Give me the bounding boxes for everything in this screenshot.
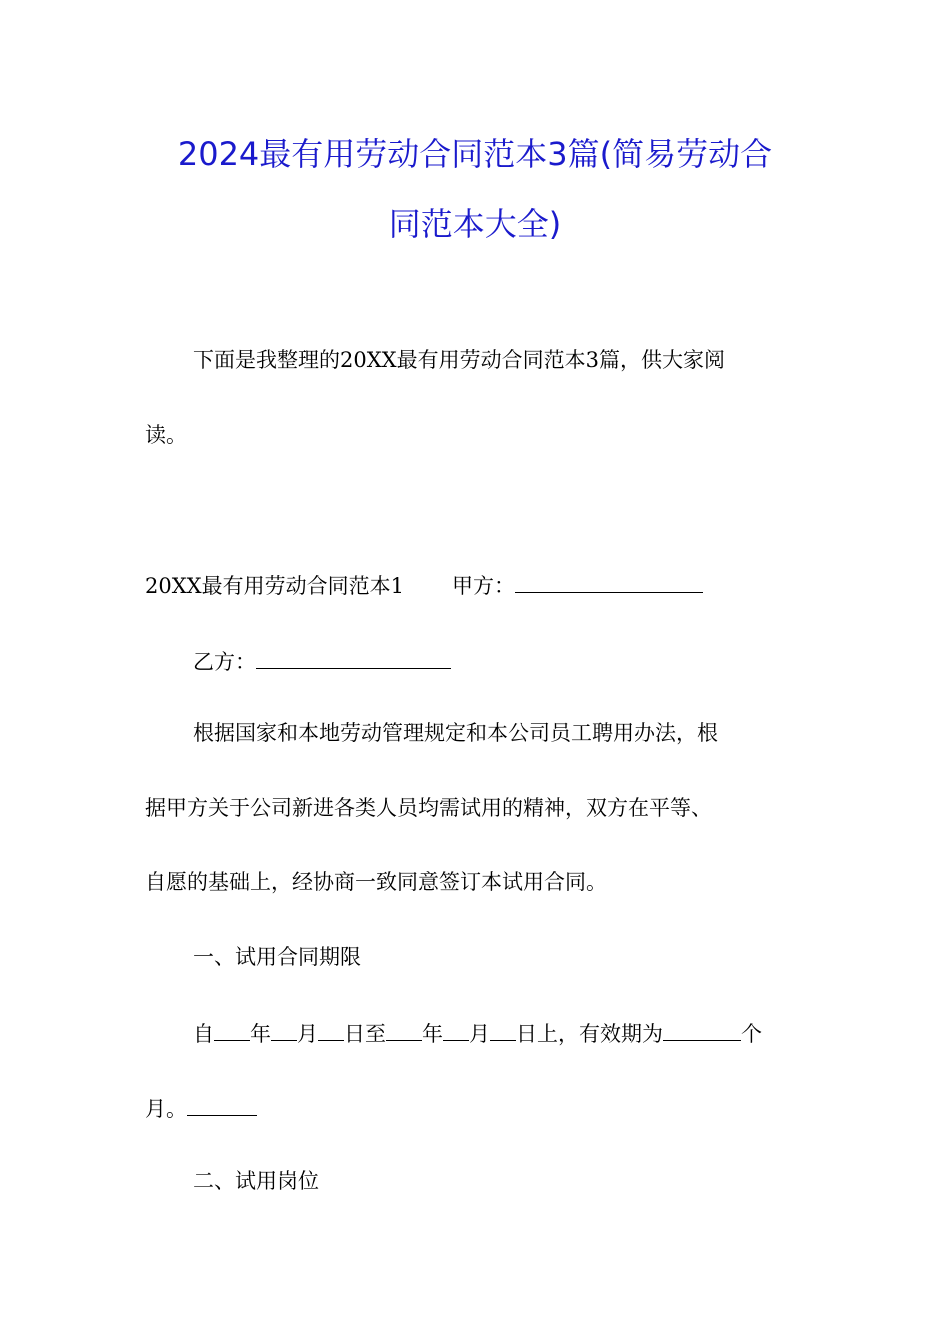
day-end-label: 日上，有效期为 <box>516 1022 663 1046</box>
document-title-line-1: 2024最有用劳动合同范本3篇(简易劳动合 <box>177 135 773 173</box>
paragraph-1-line-1: 根据国家和本地劳动管理规定和本公司员工聘用办法，根 <box>193 721 718 745</box>
party-b-row <box>193 646 451 676</box>
start-year-blank <box>214 1018 250 1041</box>
start-day-blank <box>318 1018 344 1041</box>
section-1-heading: 20XX最有用劳动合同范本1 <box>145 574 404 598</box>
paragraph-1-line-2: 据甲方关于公司新进各类人员均需试用的精神，双方在平等、 <box>145 796 712 820</box>
clause-2-heading: 二、试用岗位 <box>193 1169 319 1193</box>
end-day-blank <box>490 1018 516 1041</box>
end-year-label: 年 <box>422 1022 443 1046</box>
party-b-blank <box>256 646 451 669</box>
intro-line-2: 读。 <box>145 423 187 447</box>
party-a-label: 甲方： <box>451 574 515 598</box>
trailing-blank <box>187 1093 257 1116</box>
unit-ge-label: 个 <box>741 1022 762 1046</box>
intro-line-1: 下面是我整理的20XX最有用劳动合同范本3篇，供大家阅 <box>193 348 725 372</box>
day-to-label: 日至 <box>344 1022 386 1046</box>
party-a-blank <box>515 570 703 593</box>
period-row <box>193 1018 762 1048</box>
end-year-blank <box>386 1018 422 1041</box>
paragraph-1-line-3: 自愿的基础上，经协商一致同意签订本试用合同。 <box>145 870 607 894</box>
period-from-label: 自 <box>193 1022 214 1046</box>
end-month-blank <box>443 1018 469 1041</box>
start-month-label: 月 <box>297 1022 318 1046</box>
start-month-blank <box>271 1018 297 1041</box>
section-1-header-row <box>145 570 703 600</box>
end-month-label: 月 <box>469 1022 490 1046</box>
duration-blank <box>663 1018 741 1041</box>
clause-1-heading: 一、试用合同期限 <box>193 945 361 969</box>
period-row-continuation <box>145 1093 257 1123</box>
document-title-line-2: 同范本大全) <box>388 205 562 243</box>
start-year-label: 年 <box>250 1022 271 1046</box>
party-b-label: 乙方： <box>193 650 256 674</box>
unit-month-end-label: 月。 <box>145 1097 187 1121</box>
